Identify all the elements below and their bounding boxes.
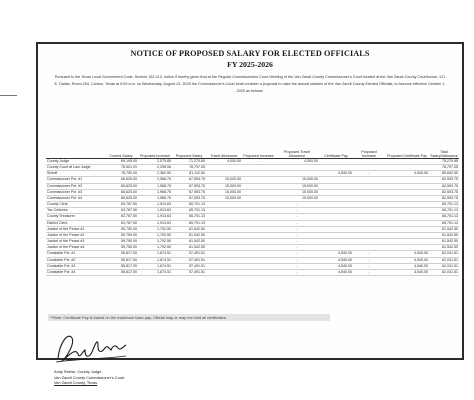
table-cell: 1,913.63 xyxy=(138,214,172,220)
table-cell: - xyxy=(275,232,319,238)
office-name-cell: District Clerk xyxy=(46,220,104,226)
office-name-cell: Justice of the Peace #1 xyxy=(46,226,104,232)
signature-block xyxy=(54,369,124,386)
table-cell: - xyxy=(353,257,385,263)
signer-county: Van Zandt County, Texas xyxy=(54,380,98,386)
table-cell: 71,270.85 xyxy=(172,159,206,165)
table-cell: - xyxy=(242,159,275,165)
table-cell: 15,000.00 xyxy=(275,189,319,195)
table-cell: 65,701.13 xyxy=(172,214,206,220)
column-header: Proposed Increase xyxy=(138,144,172,159)
table-cell: 62,031.51 xyxy=(429,269,459,275)
table-cell: 1,913.63 xyxy=(138,208,172,214)
table-cell xyxy=(242,269,275,275)
table-cell: 57,491.51 xyxy=(172,269,206,275)
office-name-cell: County Clerk xyxy=(46,202,104,208)
table-cell: 57,491.51 xyxy=(172,257,206,263)
table-cell: 4,540.00 xyxy=(319,251,353,257)
table-cell: 1,968.75 xyxy=(138,189,172,195)
table-cell: 59,750.00 xyxy=(104,232,138,238)
table-cell: 1,674.51 xyxy=(138,251,172,257)
table-row xyxy=(46,269,459,275)
table-cell: 2,075.85 xyxy=(138,159,172,165)
table-cell: 1,968.75 xyxy=(138,177,172,183)
table-cell: 1,792.50 xyxy=(138,245,172,251)
office-name-cell: County Court at Law Judge xyxy=(46,165,104,171)
table-cell xyxy=(206,269,242,275)
office-name-cell: Constable Pct. #2 xyxy=(46,257,104,263)
table-cell: 4,540.00 xyxy=(319,171,353,177)
column-header: Proposed Increase xyxy=(353,144,385,159)
signature-image xyxy=(52,328,130,368)
table-cell: - xyxy=(275,251,319,257)
table-cell: - xyxy=(275,269,319,275)
table-cell: 61,542.50 xyxy=(429,226,459,232)
table-cell: 76,501.91 xyxy=(104,165,138,171)
table-cell: 4,000.00 xyxy=(275,159,319,165)
table-cell: 15,000.00 xyxy=(206,183,242,189)
table-cell: 63,787.50 xyxy=(104,220,138,226)
table-cell: 4,540.00 xyxy=(385,263,429,269)
table-cell: - xyxy=(353,263,385,269)
salary-table xyxy=(46,144,459,276)
column-header: Proposed Certificate Pay xyxy=(385,144,429,159)
table-cell: 61,542.50 xyxy=(429,245,459,251)
table-cell: 15,000.00 xyxy=(206,177,242,183)
table-cell: 65,701.13 xyxy=(172,202,206,208)
table-cell: - xyxy=(353,251,385,257)
horizontal-rule xyxy=(0,95,17,96)
table-cell: 2,295.06 xyxy=(138,165,172,171)
table-cell: 55,817.00 xyxy=(104,251,138,257)
table-cell: 1,792.50 xyxy=(138,239,172,245)
table-cell: 4,540.00 xyxy=(319,263,353,269)
office-name-cell: Commissioner Pct. #4 xyxy=(46,195,104,201)
office-name-cell: Commissioner Pct. #2 xyxy=(46,183,104,189)
table-cell: 78,750.00 xyxy=(104,171,138,177)
office-name-cell: Sheriff xyxy=(46,171,104,177)
table-cell: 57,491.51 xyxy=(172,263,206,269)
table-cell: 65,701.13 xyxy=(172,220,206,226)
fiscal-year: FY 2025-2026 xyxy=(227,60,273,69)
table-cell: 1,792.50 xyxy=(138,232,172,238)
table-cell: 4,540.00 xyxy=(319,269,353,275)
table-cell: 1,792.50 xyxy=(138,226,172,232)
table-cell: 67,593.75 xyxy=(172,189,206,195)
signer-name: Andy Reese, County Judge xyxy=(54,369,102,374)
table-cell: 61,542.50 xyxy=(172,239,206,245)
table-cell: 82,593.75 xyxy=(429,177,459,183)
salary-notice-document xyxy=(36,42,464,386)
table-cell: 2,362.50 xyxy=(138,171,172,177)
table-cell: 1,674.51 xyxy=(138,263,172,269)
table-cell: 4,540.00 xyxy=(385,269,429,275)
table-cell: 78,797.05 xyxy=(429,165,459,171)
table-cell: 59,750.00 xyxy=(104,239,138,245)
intro-paragraph: Pursuant to the Texas Local Government Code, Section 152.013, notice if hereby given that at the Regular Commissioners Court Meeting of the Van Zandt County Commissioner's Court located at the Van Zandt County Courthouse, 121 E. Dallas, Room 204, Canton, Texas at 9:00 a.m. on Wednesday, August 13, 2025 the Commissioner's Court shall consider a proposal to raise the annual salaries of the Van Zandt County Elected Officials, to become effective October 1, 2025 as follows: xyxy=(54,75,446,93)
table-cell: 61,542.50 xyxy=(429,232,459,238)
table-cell: 15,000.00 xyxy=(206,195,242,201)
table-cell: 1,913.63 xyxy=(138,202,172,208)
table-cell: 61,542.50 xyxy=(172,245,206,251)
table-cell: 4,540.00 xyxy=(319,257,353,263)
table-cell: 4,540.00 xyxy=(385,251,429,257)
table-cell: 63,787.50 xyxy=(104,214,138,220)
table-cell: 65,701.13 xyxy=(429,214,459,220)
table-cell: 81,112.50 xyxy=(172,171,206,177)
column-header: Total Salary/Allowance xyxy=(429,144,459,159)
signer-organization: Van Zandt County Commissioner's Court xyxy=(54,374,125,380)
office-name-cell: Constable Pct. #4 xyxy=(46,269,104,275)
table-cell: 55,817.00 xyxy=(104,257,138,263)
footnote: **Note: Certificate Pay is based on the maximum base pay. Official may or may not hold all certificates. xyxy=(48,314,330,321)
table-cell: 4,540.00 xyxy=(385,257,429,263)
column-header-office xyxy=(46,144,104,159)
table-cell: 15,000.00 xyxy=(206,189,242,195)
table-cell: - xyxy=(275,257,319,263)
table-cell: 55,817.00 xyxy=(104,263,138,269)
table-cell: 65,625.00 xyxy=(104,177,138,183)
table-cell: 65,701.13 xyxy=(429,220,459,226)
table-cell: 65,701.13 xyxy=(429,202,459,208)
table-cell: 1,968.75 xyxy=(138,183,172,189)
office-name-cell: Commissioner Pct. #3 xyxy=(46,189,104,195)
table-cell: 59,750.00 xyxy=(104,226,138,232)
table-cell: 82,593.75 xyxy=(429,189,459,195)
column-header: Proposed Travel Allowance xyxy=(275,144,319,159)
office-name-cell: Justice of the Peace #4 xyxy=(46,245,104,251)
table-cell: 1,674.51 xyxy=(138,269,172,275)
table-cell: 75,270.85 xyxy=(429,159,459,165)
table-cell: 67,593.75 xyxy=(172,183,206,189)
table-cell: - xyxy=(275,208,319,214)
table-cell: 78,797.05 xyxy=(172,165,206,171)
table-cell: 4,000.00 xyxy=(206,159,242,165)
office-name-cell: County Judge xyxy=(46,159,104,165)
table-cell: 67,593.75 xyxy=(172,177,206,183)
table-cell: 62,031.51 xyxy=(429,263,459,269)
table-cell: 65,625.00 xyxy=(104,189,138,195)
table-cell: 65,625.00 xyxy=(104,183,138,189)
table-cell: 62,031.51 xyxy=(429,257,459,263)
table-cell: 57,491.51 xyxy=(172,251,206,257)
office-name-cell: Constable Pct. #3 xyxy=(46,263,104,269)
table-cell: - xyxy=(275,202,319,208)
table-cell: 1,674.51 xyxy=(138,257,172,263)
table-cell: 67,593.75 xyxy=(172,195,206,201)
table-cell: 62,031.51 xyxy=(429,251,459,257)
table-cell: 55,817.00 xyxy=(104,269,138,275)
table-cell: 61,542.50 xyxy=(172,232,206,238)
table-cell: - xyxy=(275,263,319,269)
office-name-cell: Justice of the Peace #2 xyxy=(46,232,104,238)
table-cell: 15,000.00 xyxy=(275,183,319,189)
table-cell: - xyxy=(353,269,385,275)
office-name-cell: Commissioner Pct. #1 xyxy=(46,177,104,183)
table-cell: 15,000.00 xyxy=(275,195,319,201)
table-cell: - xyxy=(353,171,385,177)
office-name-cell: County Treasurer xyxy=(46,214,104,220)
table-cell: 65,701.13 xyxy=(429,208,459,214)
table-cell: - xyxy=(275,220,319,226)
table-cell: 59,750.00 xyxy=(104,245,138,251)
table-cell: 63,787.50 xyxy=(104,202,138,208)
table-cell: 63,787.50 xyxy=(104,208,138,214)
table-cell: 15,000.00 xyxy=(275,177,319,183)
table-cell: 69,195.00 xyxy=(104,159,138,165)
table-cell: - xyxy=(275,226,319,232)
office-name-cell: Justice of the Peace #3 xyxy=(46,239,104,245)
table-cell: - xyxy=(275,245,319,251)
column-header: Proposed Increase xyxy=(242,144,275,159)
column-header: Certificate Pay xyxy=(319,144,353,159)
table-cell: 1,913.63 xyxy=(138,220,172,226)
table-cell: - xyxy=(275,239,319,245)
office-name-cell: Constable Pct. #1 xyxy=(46,251,104,257)
column-header: Current Salary xyxy=(104,144,138,159)
table-cell: 61,542.50 xyxy=(429,239,459,245)
table-cell: 61,542.50 xyxy=(172,226,206,232)
table-cell: 82,593.75 xyxy=(429,195,459,201)
table-cell: 85,652.50 xyxy=(429,171,459,177)
table-cell: 82,593.75 xyxy=(429,183,459,189)
office-name-cell: Tax Collector xyxy=(46,208,104,214)
column-header: Travel Allowance xyxy=(206,144,242,159)
table-cell: 65,625.00 xyxy=(104,195,138,201)
table-header-row xyxy=(46,144,459,159)
table-cell: 4,540.00 xyxy=(385,171,429,177)
column-header: Proposed Salary xyxy=(172,144,206,159)
table-cell: 65,701.13 xyxy=(172,208,206,214)
table-cell: - xyxy=(275,214,319,220)
notice-title: NOTICE OF PROPOSED SALARY FOR ELECTED OFFICIALS xyxy=(130,49,370,58)
table-cell: 1,968.75 xyxy=(138,195,172,201)
